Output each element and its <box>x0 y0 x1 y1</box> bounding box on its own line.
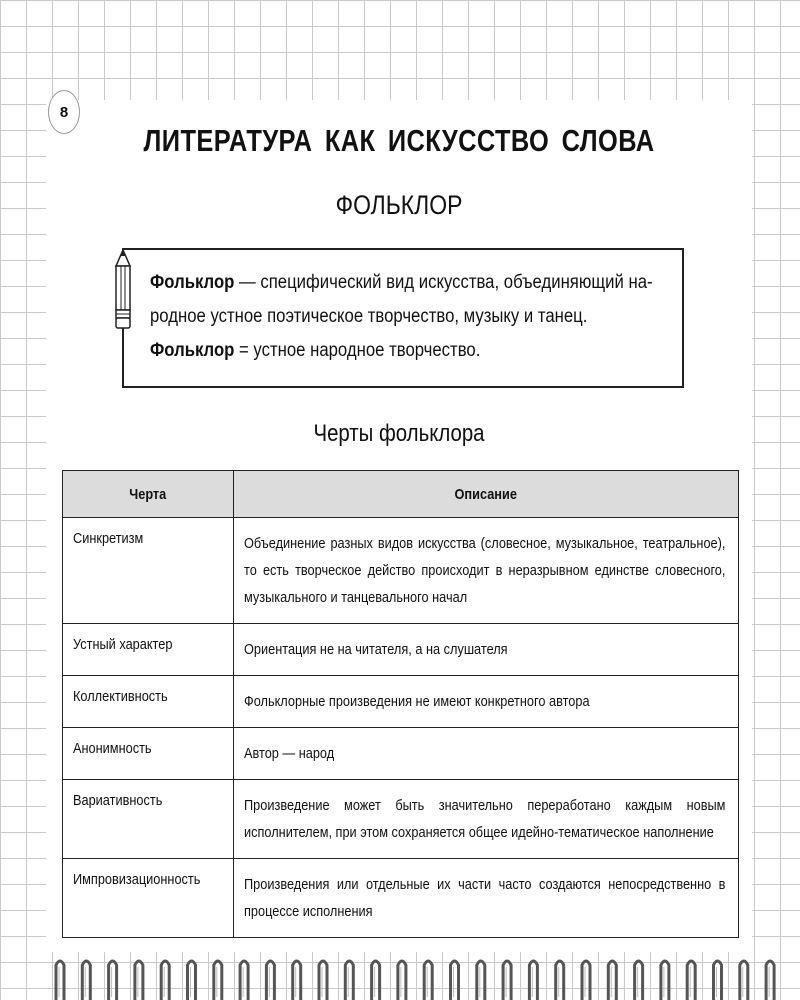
spiral-ring <box>135 961 143 1000</box>
definition-line-2: родное устное поэтическое творчество, музыку и танец. <box>150 306 588 327</box>
spiral-ring <box>740 961 748 1000</box>
spiral-ring <box>240 961 248 1000</box>
spiral-ring <box>424 961 432 1000</box>
spiral-ring <box>503 961 511 1000</box>
feature-cell: Коллективность <box>63 676 234 728</box>
spiral-ring <box>161 961 169 1000</box>
spiral-ring <box>82 961 90 1000</box>
table-caption: Черты фольклора <box>313 420 485 447</box>
spiral-ring <box>214 961 222 1000</box>
spiral-binding <box>0 955 800 1000</box>
feature-cell: Анонимность <box>63 728 234 780</box>
spiral-ring <box>266 961 274 1000</box>
table-row <box>63 728 739 780</box>
spiral-ring <box>188 961 196 1000</box>
page-subtitle: ФОЛЬКЛОР <box>335 190 463 220</box>
spiral-ring <box>661 961 669 1000</box>
description-cell: Автор — народ <box>233 728 738 780</box>
folklore-features-table <box>62 470 739 938</box>
spiral-ring <box>345 961 353 1000</box>
page-title: ЛИТЕРАТУРА КАК ИСКУССТВО СЛОВА <box>143 123 655 158</box>
spiral-ring <box>56 961 64 1000</box>
table-row <box>63 624 739 676</box>
feature-cell: Синкретизм <box>63 518 234 624</box>
pencil-icon <box>112 248 134 332</box>
feature-cell: Импровизационность <box>63 859 234 938</box>
feature-cell: Вариативность <box>63 780 234 859</box>
description-cell: Фольклорные произведения не имеют конкретного автора <box>233 676 738 728</box>
spiral-ring <box>398 961 406 1000</box>
header-description: Описание <box>233 471 738 518</box>
table-row <box>63 518 739 624</box>
description-cell: Произведения или отдельные их части часто создаются непосредственно в процессе исполнения <box>233 859 738 938</box>
table-row <box>63 780 739 859</box>
table-row <box>63 676 739 728</box>
spiral-ring <box>766 961 774 1000</box>
spiral-ring <box>556 961 564 1000</box>
table-row <box>63 859 739 938</box>
definition-term: Фольклор <box>150 272 235 293</box>
definition-text <box>150 266 670 368</box>
spiral-ring <box>293 961 301 1000</box>
spiral-ring <box>372 961 380 1000</box>
description-cell: Произведение может быть значительно переработано каждым новым исполнителем, при этом сохраняется общее идейно-тематическое наполнение <box>233 780 738 859</box>
description-cell: Ориентация не на читателя, а на слушателя <box>233 624 738 676</box>
spiral-ring <box>451 961 459 1000</box>
definition-line-3: Фольклор = устное народное творчество. <box>150 340 481 361</box>
spiral-ring <box>477 961 485 1000</box>
description-cell: Объединение разных видов искусства (словесное, музыкальное, театральное), то есть творческое действо происходит в неразрывном единстве словесного, музыкального и танцевального начал <box>233 518 738 624</box>
spiral-ring <box>582 961 590 1000</box>
spiral-ring <box>714 961 722 1000</box>
feature-cell: Устный характер <box>63 624 234 676</box>
table-header-row <box>63 471 739 518</box>
header-feature: Черта <box>63 471 234 518</box>
page-number: 8 <box>48 90 80 134</box>
spiral-ring <box>319 961 327 1000</box>
definition-term-2: Фольклор <box>150 340 235 361</box>
spiral-ring <box>529 961 537 1000</box>
definition-line-1: Фольклор — специфический вид искусства, объединяющий на- <box>150 272 653 293</box>
spiral-ring <box>687 961 695 1000</box>
spiral-ring <box>608 961 616 1000</box>
spiral-ring <box>109 961 117 1000</box>
spiral-ring <box>635 961 643 1000</box>
